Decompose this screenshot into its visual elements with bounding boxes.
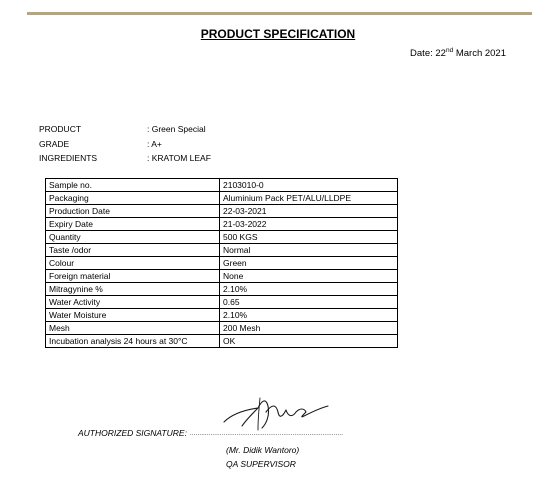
- signatory-name: (Mr. Didik Wantoro): [226, 445, 300, 455]
- table-row: [46, 231, 398, 244]
- spec-value: Normal: [220, 244, 398, 257]
- info-value: : Green Special: [147, 124, 206, 135]
- top-rule: [27, 12, 532, 15]
- table-row: [46, 179, 398, 192]
- table-row: [46, 283, 398, 296]
- table-row: [46, 257, 398, 270]
- authorized-signature-label: AUTHORIZED SIGNATURE:: [78, 428, 187, 438]
- table-row: [46, 270, 398, 283]
- spec-label: Expiry Date: [46, 218, 220, 231]
- spec-label: Colour: [46, 257, 220, 270]
- spec-value: OK: [220, 335, 398, 348]
- spec-value: Aluminium Pack PET/ALU/LLDPE: [220, 192, 398, 205]
- product-info: [39, 122, 211, 166]
- spec-value: 500 KGS: [220, 231, 398, 244]
- spec-label: Taste /odor: [46, 244, 220, 257]
- spec-label: Production Date: [46, 205, 220, 218]
- spec-label: Water Activity: [46, 296, 220, 309]
- info-row-ingredients: [39, 151, 211, 166]
- spec-label: Mesh: [46, 322, 220, 335]
- table-row: [46, 218, 398, 231]
- table-row: [46, 296, 398, 309]
- spec-label: Foreign material: [46, 270, 220, 283]
- signatory-block: [226, 443, 299, 471]
- spec-label: Quantity: [46, 231, 220, 244]
- spec-value: Green: [220, 257, 398, 270]
- spec-value: 0.65: [220, 296, 398, 309]
- spec-value: 2.10%: [220, 283, 398, 296]
- info-label: PRODUCT: [39, 124, 82, 135]
- info-value: : A+: [147, 138, 162, 149]
- info-value: : KRATOM LEAF: [147, 153, 211, 164]
- spec-value: 2103010-0: [220, 179, 398, 192]
- document-date: Date: 22nd March 2021: [410, 47, 506, 60]
- signature-line: ..................................................................................: [190, 431, 344, 437]
- table-row: [46, 322, 398, 335]
- spec-label: Sample no.: [46, 179, 220, 192]
- spec-label: Water Moisture: [46, 309, 220, 322]
- info-row-product: [39, 122, 211, 137]
- table-row: [46, 192, 398, 205]
- spec-value: 200 Mesh: [220, 322, 398, 335]
- spec-value: 22-03-2021: [220, 205, 398, 218]
- table-row: [46, 244, 398, 257]
- table-row: [46, 335, 398, 348]
- spec-value: None: [220, 270, 398, 283]
- info-row-grade: [39, 137, 211, 152]
- spec-label: Packaging: [46, 192, 220, 205]
- spec-label: Incubation analysis 24 hours at 30°C: [46, 335, 220, 348]
- spec-value: 2.10%: [220, 309, 398, 322]
- info-label: GRADE: [39, 138, 70, 149]
- spec-label: Mitragynine %: [46, 283, 220, 296]
- signatory-role: QA SUPERVISOR: [226, 459, 296, 469]
- specification-table: [45, 178, 398, 348]
- spec-value: 21-03-2022: [220, 218, 398, 231]
- table-row: [46, 309, 398, 322]
- page-title: PRODUCT SPECIFICATION: [200, 27, 356, 41]
- info-label: INGREDIENTS: [39, 153, 98, 164]
- table-row: [46, 205, 398, 218]
- handwritten-signature: [222, 394, 332, 434]
